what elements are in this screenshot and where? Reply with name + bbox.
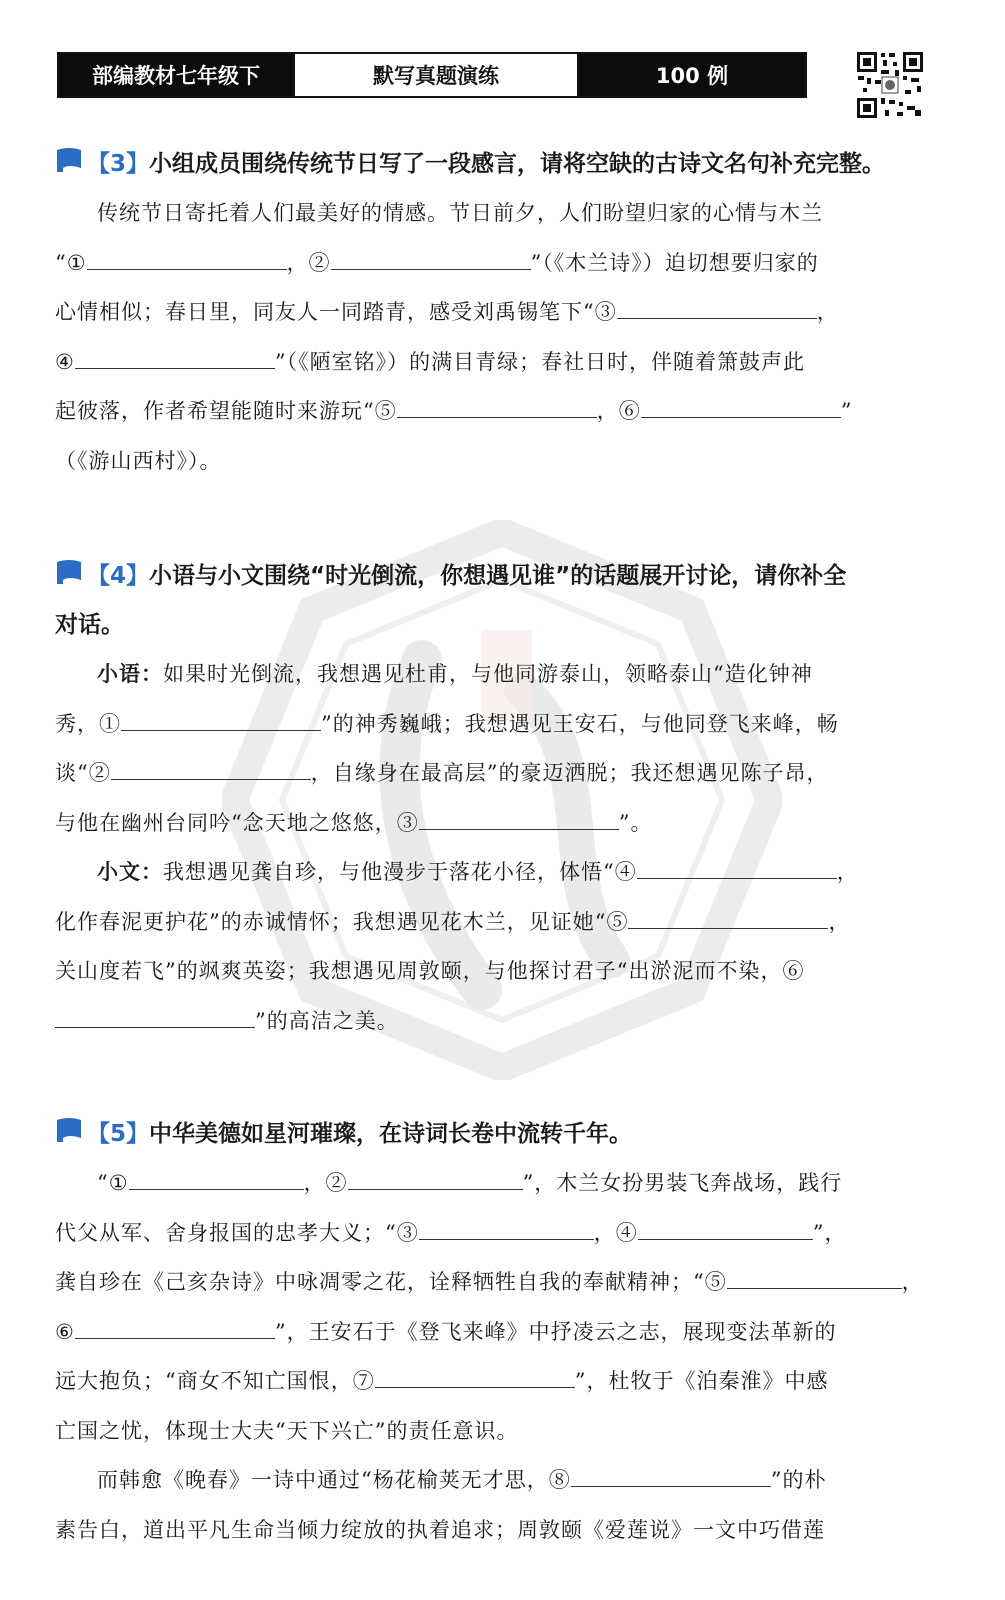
question-3-prompt: 小组成员围绕传统节日写了一段感言，请将空缺的古诗文名句补充完整。 — [149, 151, 886, 177]
question-5-body-line — [55, 1258, 930, 1308]
text-segment: 素告白，道出平凡生命当倾力绽放的执着追求；周敦颐《爱莲说》一文中巧借莲 — [55, 1517, 825, 1542]
question-3-body-line — [55, 437, 930, 487]
speaker-xiaowen: 小文： — [97, 860, 163, 884]
text-segment: ”。 — [618, 810, 653, 835]
question-4 — [55, 552, 930, 1046]
dialogue-line — [55, 947, 930, 997]
answer-blank-1[interactable] — [87, 247, 287, 270]
answer-blank-5[interactable] — [397, 395, 597, 418]
text-segment: ”的朴 — [770, 1468, 827, 1492]
text-segment: ”，杜牧于《泊秦淮》中感 — [574, 1369, 829, 1393]
text-segment: ”，木兰女扮男装飞奔战场，践行 — [522, 1171, 843, 1195]
answer-blank-6[interactable] — [75, 1316, 275, 1339]
question-5-body-line — [55, 1308, 930, 1358]
question-5-body-line — [55, 1357, 930, 1407]
dialogue-line — [55, 997, 930, 1047]
answer-blank-7[interactable] — [375, 1365, 575, 1388]
header-bar — [57, 52, 807, 98]
text-segment: 代父从军、舍身报国的忠孝大义；“③ — [55, 1220, 419, 1245]
question-5-prompt: 中华美德如星河璀璨，在诗词长卷中流转千年。 — [149, 1121, 633, 1147]
header-count: 100 例 — [579, 54, 805, 96]
text-segment: 谈“② — [55, 761, 111, 785]
question-3-title — [55, 140, 930, 189]
question-5-body-line — [55, 1159, 930, 1209]
text-segment: ， — [828, 909, 851, 934]
text-segment: （《游山西村》）。 — [55, 448, 222, 473]
question-3-body-line — [55, 288, 930, 338]
text-segment: ”的神秀巍峨；我想遇见王安石，与他同登飞来峰，畅 — [321, 711, 839, 736]
text-segment: “① — [55, 250, 87, 275]
text-segment: ，④ — [593, 1220, 638, 1245]
text-segment: ”的高洁之美。 — [255, 1008, 399, 1033]
question-3-body-line — [55, 239, 930, 289]
question-3 — [55, 140, 930, 486]
text-segment: 龚自珍在《己亥杂诗》中咏凋零之花，诠释牺牲自我的奉献精神；“⑤ — [55, 1270, 727, 1294]
dialogue-line — [55, 749, 930, 799]
text-segment: 传统节日寄托着人们最美好的情感。节日前夕，人们盼望归家的心情与木兰 — [97, 201, 823, 225]
answer-blank-6[interactable] — [641, 395, 841, 418]
text-segment: 我想遇见龚自珍，与他漫步于落花小径，体悟“④ — [163, 860, 637, 884]
speaker-xiaoyu: 小语： — [97, 662, 163, 686]
answer-blank-8[interactable] — [571, 1464, 771, 1487]
text-segment: 化作春泥更护花”的赤诚情怀；我想遇见花木兰，见证她“⑤ — [55, 909, 629, 934]
text-segment: ”， — [812, 1220, 847, 1245]
text-segment: ” — [840, 399, 853, 423]
dialogue-xiaowen — [55, 848, 930, 898]
text-segment: “① — [97, 1171, 129, 1195]
answer-blank-6[interactable] — [55, 1005, 255, 1028]
text-segment: ， — [901, 1270, 924, 1294]
question-5-number: 【5】 — [87, 1121, 150, 1147]
text-segment: 亡国之忧，体现士大夫“天下兴亡”的责任意识。 — [55, 1418, 519, 1443]
dialogue-xiaoyu — [55, 650, 930, 700]
text-segment: ⑥ — [55, 1319, 75, 1344]
text-segment: 秀，① — [55, 711, 121, 736]
text-segment: 远大抱负；“商女不知亡国恨，⑦ — [55, 1369, 375, 1393]
text-segment: ”，王安石于《登飞来峰》中抒凌云之志，展现变法革新的 — [274, 1319, 837, 1344]
answer-blank-1[interactable] — [121, 708, 321, 731]
question-5-body-line — [55, 1456, 930, 1506]
question-5-body-line — [55, 1209, 930, 1259]
text-segment: ，② — [303, 1171, 348, 1195]
answer-blank-4[interactable] — [75, 346, 275, 369]
text-segment: 与他在幽州台同吟“念天地之悠悠，③ — [55, 810, 419, 835]
answer-blank-5[interactable] — [628, 906, 828, 929]
qr-code-icon — [855, 50, 925, 120]
answer-blank-3[interactable] — [617, 296, 817, 319]
dialogue-line — [55, 799, 930, 849]
header-title: 默写真题演练 — [293, 54, 579, 96]
answer-blank-4[interactable] — [638, 1217, 813, 1240]
text-segment: ”（《木兰诗》）迫切想要归家的 — [530, 250, 819, 275]
answer-blank-2[interactable] — [111, 757, 311, 780]
question-5 — [55, 1110, 930, 1555]
question-3-body-line — [55, 387, 930, 437]
answer-blank-2[interactable] — [331, 247, 531, 270]
dialogue-line — [55, 700, 930, 750]
header-grade: 部编教材七年级下 — [59, 54, 293, 96]
text-segment: ，② — [286, 250, 331, 275]
text-segment: 而韩愈《晚春》一诗中通过“杨花榆荚无才思，⑧ — [97, 1468, 571, 1492]
text-segment: ， — [836, 860, 859, 884]
bookmark-flag-icon — [55, 146, 83, 172]
text-segment: ，自缘身在最高层”的豪迈洒脱；我还想遇见陈子昂， — [310, 761, 829, 785]
question-5-title — [55, 1110, 930, 1159]
question-4-title — [55, 552, 930, 601]
text-segment: ”（《陋室铭》）的满目青绿；春社日时，伴随着箫鼓声此 — [274, 349, 806, 374]
question-5-body-line — [55, 1407, 930, 1457]
text-segment: ④ — [55, 349, 75, 374]
bookmark-flag-icon — [55, 558, 83, 584]
dialogue-line — [55, 898, 930, 948]
question-5-body-line — [55, 1506, 930, 1556]
question-3-body — [55, 189, 930, 239]
text-segment: ， — [816, 300, 839, 324]
text-segment: 心情相似；春日里，同友人一同踏青，感受刘禹锡笔下“③ — [55, 300, 617, 324]
question-4-prompt: 小语与小文围绕“时光倒流，你想遇见谁”的话题展开讨论，请你补全 — [149, 563, 847, 589]
answer-blank-5[interactable] — [727, 1266, 902, 1289]
question-4-number: 【4】 — [87, 563, 150, 589]
answer-blank-1[interactable] — [129, 1167, 304, 1190]
answer-blank-4[interactable] — [637, 856, 837, 879]
answer-blank-2[interactable] — [348, 1167, 523, 1190]
bookmark-flag-icon — [55, 1116, 83, 1142]
question-3-number: 【3】 — [87, 151, 150, 177]
answer-blank-3[interactable] — [419, 1217, 594, 1240]
text-segment: 如果时光倒流，我想遇见杜甫，与他同游泰山，领略泰山“造化钟神 — [163, 662, 813, 686]
question-3-body-line — [55, 338, 930, 388]
text-segment: 关山度若飞”的飒爽英姿；我想遇见周敦颐，与他探讨君子“出淤泥而不染，⑥ — [55, 959, 805, 983]
question-4-title-cont: 对话。 — [55, 612, 124, 638]
answer-blank-3[interactable] — [419, 807, 619, 830]
text-segment: 起彼落，作者希望能随时来游玩“⑤ — [55, 399, 397, 423]
text-segment: ，⑥ — [596, 399, 641, 423]
